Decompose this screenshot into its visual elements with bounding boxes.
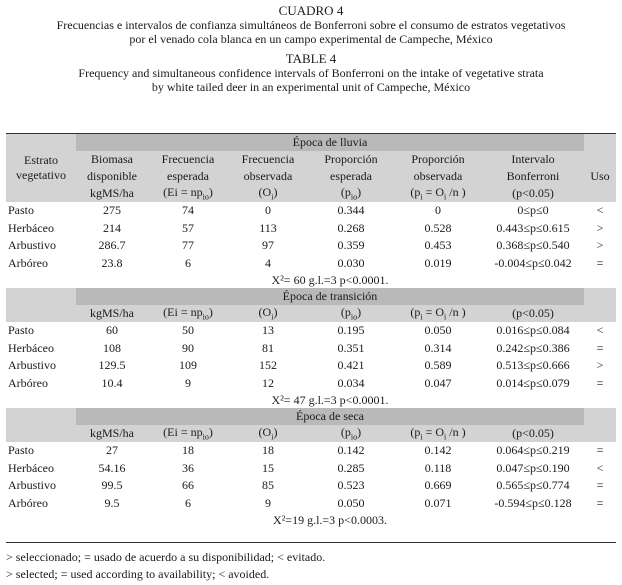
cell-intervalo: 0.016≤p≤0.084 [496, 323, 570, 338]
cell-fobs: 0 [265, 203, 271, 218]
cell-uso: < [596, 203, 604, 218]
table-row [6, 255, 616, 273]
cell-pesp: 0.351 [337, 340, 365, 355]
col-header-biomasa: Biomasa [91, 152, 133, 166]
cell-intervalo: 0.513≤p≤0.666 [496, 358, 570, 373]
table-row [6, 322, 616, 340]
unit-pobs: ($p_i = O_i$ /n ) [410, 185, 466, 202]
unit-intervalo: (p<0.05) [512, 426, 554, 440]
cell-fobs: 97 [262, 238, 274, 253]
unit-pesp: $(p_{io})$ [340, 185, 362, 202]
table-row [6, 495, 616, 513]
unit-pobs: ($p_i = O_i$ /n ) [410, 425, 466, 442]
cell-fesp: 57 [182, 220, 194, 235]
unit-pesp: $(p_{io})$ [340, 305, 362, 322]
cell-intervalo: 0.064≤p≤0.219 [496, 443, 570, 458]
cell-pobs: 0.050 [424, 323, 452, 338]
unit-fobs: $(O_i)$ [258, 305, 278, 322]
table-row [6, 460, 616, 478]
cell-uso: < [596, 323, 604, 338]
cell-biomasa: 60 [106, 323, 118, 338]
cell-fesp: 36 [182, 460, 194, 475]
unit-intervalo: (p<0.05) [512, 186, 554, 200]
cell-pobs: 0 [435, 203, 441, 218]
cell-pesp: 0.034 [337, 375, 365, 390]
unit-pobs: ($p_i = O_i$ /n ) [410, 305, 466, 322]
cell-intervalo: 0.368≤p≤0.540 [496, 238, 570, 253]
unit-row [6, 425, 616, 442]
col-header-pesp-2: esperada [330, 169, 372, 183]
table-row [6, 375, 616, 393]
cell-fesp: 18 [182, 443, 194, 458]
table-row [6, 220, 616, 238]
section-title: Época de lluvia [76, 134, 584, 151]
table-row [6, 442, 616, 460]
cell-uso: = [596, 478, 604, 493]
table-row [6, 237, 616, 255]
table-row [6, 340, 616, 358]
caption [0, 4, 622, 94]
unit-fesp: $(Ei = np_{io})$ [163, 425, 213, 442]
cell-uso: = [596, 375, 604, 390]
unit-pesp: $(p_{io})$ [340, 425, 362, 442]
cell-fobs: 4 [265, 255, 271, 270]
cell-fobs: 85 [262, 478, 274, 493]
cell-fobs: 113 [259, 220, 277, 235]
cell-fesp: 50 [182, 323, 194, 338]
cell-biomasa: 129.5 [98, 358, 126, 373]
cell-estrato: Arbustivo [8, 358, 56, 373]
unit-fesp: $(Ei = np_{io})$ [163, 305, 213, 322]
unit-intervalo: (p<0.05) [512, 306, 554, 320]
cell-biomasa: 275 [103, 203, 121, 218]
cell-pesp: 0.030 [337, 255, 365, 270]
cell-pesp: 0.268 [337, 220, 365, 235]
cell-pobs: 0.047 [424, 375, 452, 390]
cell-pesp: 0.344 [337, 203, 365, 218]
cell-fobs: 9 [265, 495, 271, 510]
caption-en-label: TABLE 4 [285, 51, 337, 66]
cell-pobs: 0.019 [424, 255, 452, 270]
cell-pobs: 0.453 [424, 238, 452, 253]
cell-estrato: Pasto [8, 443, 35, 458]
cell-uso: = [596, 340, 604, 355]
cell-pobs: 0.118 [424, 460, 452, 475]
col-header-pobs-2: observada [413, 169, 463, 183]
cell-intervalo: 0.443≤p≤0.615 [496, 220, 570, 235]
cell-estrato: Arbóreo [8, 255, 48, 270]
cell-uso: = [596, 495, 604, 510]
footnote-es: > seleccionado; = usado de acuerdo a su disponibilidad; < evitado. [6, 550, 326, 564]
cell-fesp: 74 [182, 203, 194, 218]
cell-estrato: Herbáceo [8, 340, 54, 355]
table-page [0, 4, 622, 585]
unit-fobs: $(O_i)$ [258, 425, 278, 442]
cell-pesp: 0.142 [337, 443, 365, 458]
section-title: Época de seca [76, 408, 584, 425]
cell-pobs: 0.142 [424, 443, 452, 458]
cell-estrato: Arbóreo [8, 375, 48, 390]
cell-intervalo: 0.565≤p≤0.774 [496, 478, 570, 493]
cell-intervalo: 0≤p≤0 [517, 203, 549, 218]
unit-row [6, 185, 616, 202]
cell-pesp: 0.195 [337, 323, 365, 338]
cell-intervalo: 0.242≤p≤0.386 [496, 340, 570, 355]
col-header-fesp-2: esperada [167, 169, 209, 183]
cell-fesp: 77 [182, 238, 194, 253]
cell-fesp: 109 [179, 358, 197, 373]
cell-fobs: 18 [262, 443, 274, 458]
cell-pesp: 0.523 [337, 478, 365, 493]
chi-square-stat: X²= 47 g.l.=3 p<0.0001. [271, 392, 389, 407]
cell-fobs: 152 [259, 358, 277, 373]
cell-fesp: 66 [182, 478, 194, 493]
cell-biomasa: 54.16 [98, 460, 126, 475]
cell-uso: > [596, 220, 604, 235]
cell-intervalo: -0.004≤p≤0.042 [494, 255, 572, 270]
cell-fobs: 13 [262, 323, 274, 338]
cell-estrato: Arbustivo [8, 478, 56, 493]
cell-fobs: 12 [262, 375, 274, 390]
cell-uso: = [596, 443, 604, 458]
cell-biomasa: 23.8 [101, 255, 123, 270]
col-header-pobs: Proporción [411, 152, 465, 166]
cell-biomasa: 99.5 [101, 478, 123, 493]
cell-fesp: 9 [185, 375, 191, 390]
cell-estrato: Pasto [8, 323, 35, 338]
cell-fesp: 90 [182, 340, 194, 355]
unit-row [6, 305, 616, 322]
cell-fesp: 6 [185, 255, 191, 270]
caption-es-label: CUADRO 4 [278, 3, 344, 18]
cell-biomasa: 214 [103, 220, 121, 235]
unit-biomasa: kgMS/ha [89, 186, 134, 200]
cell-pobs: 0.314 [424, 340, 452, 355]
section-title: Época de transición [76, 288, 584, 305]
cell-estrato: Arbustivo [8, 238, 56, 253]
cell-pesp: 0.050 [337, 495, 365, 510]
cell-estrato: Herbáceo [8, 220, 54, 235]
cell-pobs: 0.528 [424, 220, 452, 235]
col-header-intervalo: Intervalo [511, 152, 555, 166]
data-table [6, 133, 616, 528]
cell-biomasa: 286.7 [98, 238, 126, 253]
cell-pobs: 0.589 [424, 358, 452, 373]
caption-es-line1: Frecuencias e intervalos de confianza simultáneos de Bonferroni sobre el consumo de estratos vegetativos [56, 18, 566, 32]
unit-biomasa: kgMS/ha [89, 306, 134, 320]
cell-fesp: 6 [185, 495, 191, 510]
cell-pesp: 0.359 [337, 238, 365, 253]
cell-biomasa: 108 [103, 340, 121, 355]
col-header-fobs-2: observada [243, 169, 293, 183]
table-row [6, 357, 616, 375]
cell-intervalo: -0.594≤p≤0.128 [494, 495, 572, 510]
col-header-intervalo-2: Bonferroni [506, 169, 560, 183]
table-row [6, 477, 616, 495]
chi-square-stat: X²= 60 g.l.=3 p<0.0001. [271, 272, 389, 287]
cell-fobs: 81 [262, 340, 274, 355]
unit-biomasa: kgMS/ha [89, 426, 134, 440]
col-header-fobs: Frecuencia [241, 152, 295, 166]
cell-biomasa: 27 [106, 443, 118, 458]
unit-fesp: $(Ei = np_{io})$ [163, 185, 213, 202]
footnote [6, 542, 616, 583]
cell-pobs: 0.669 [424, 478, 452, 493]
cell-estrato: Arbóreo [8, 495, 48, 510]
col-header-estrato: Estrato vegetativo [16, 153, 66, 182]
cell-uso: = [596, 255, 604, 270]
caption-en-line1: Frequency and simultaneous confidence intervals of Bonferroni on the intake of vegetative strata [78, 66, 544, 80]
cell-pesp: 0.421 [337, 358, 365, 373]
col-header-pesp: Proporción [324, 152, 378, 166]
cell-estrato: Pasto [8, 203, 35, 218]
cell-intervalo: 0.014≤p≤0.079 [496, 375, 570, 390]
caption-es-line2: por el venado cola blanca en un campo experimental de Campeche, México [129, 32, 493, 46]
cell-pobs: 0.071 [424, 495, 452, 510]
unit-fobs: $(O_i)$ [258, 185, 278, 202]
col-header-fesp: Frecuencia [161, 152, 215, 166]
cell-biomasa: 10.4 [101, 375, 123, 390]
chi-square-stat: X²=19 g.l.=3 p<0.0003. [273, 512, 387, 527]
cell-pesp: 0.285 [337, 460, 365, 475]
col-header-uso: Uso [590, 169, 610, 183]
cell-uso: > [596, 238, 604, 253]
caption-en-line2: by white tailed deer in an experimental unit of Campeche, México [151, 80, 471, 94]
cell-intervalo: 0.047≤p≤0.190 [496, 460, 570, 475]
cell-uso: < [596, 460, 604, 475]
table-row [6, 202, 616, 220]
cell-biomasa: 9.5 [104, 495, 120, 510]
cell-estrato: Herbáceo [8, 460, 54, 475]
footnote-en: > selected; = used according to availability; < avoided. [6, 567, 270, 581]
cell-uso: > [596, 358, 604, 373]
cell-fobs: 15 [262, 460, 274, 475]
col-header-biomasa-2: disponible [87, 169, 137, 183]
